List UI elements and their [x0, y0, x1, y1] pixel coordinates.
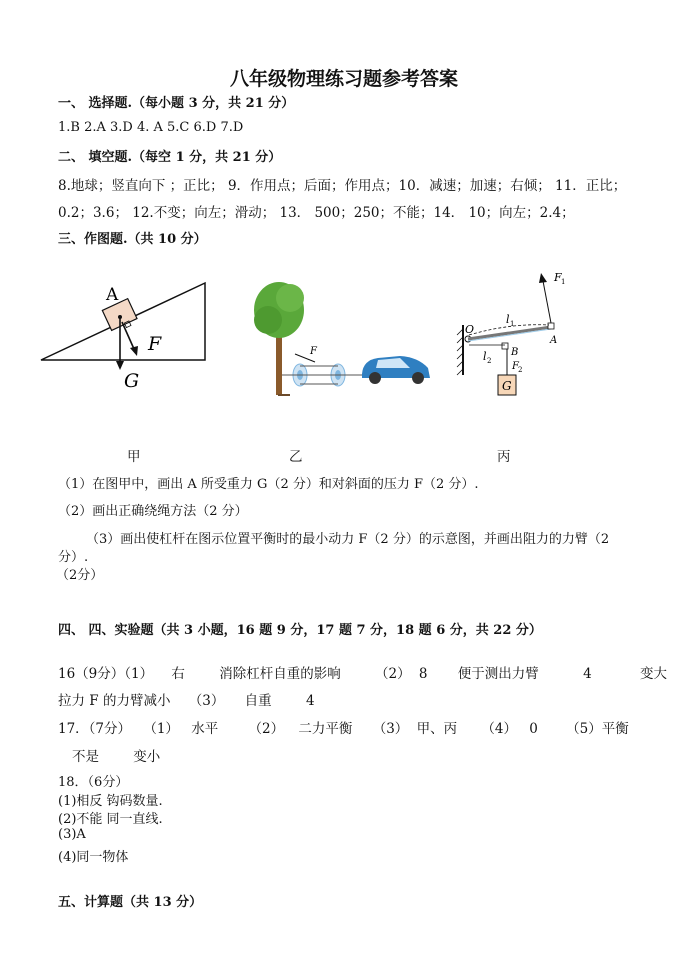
label-g: G [502, 379, 512, 393]
section-2-heading: 二、 填空题.（每空 1 分，共 21 分） [58, 150, 282, 165]
pressure-arrowhead [130, 346, 138, 356]
lever [468, 327, 551, 339]
point-a [548, 323, 554, 329]
label-f1: F [554, 271, 562, 284]
label-a: A [550, 335, 558, 346]
label-b: B [511, 347, 519, 358]
label-f2-sub: 2 [518, 366, 523, 374]
section-5-heading: 五、计算题（共 13 分） [58, 895, 203, 910]
section-3-q3: （3）画出使杠杆在图示位置平衡时的最小动力 F（2 分）的示意图，并画出阻力的力臂（2 [86, 532, 610, 547]
q18-part-3: (3)A [58, 827, 86, 842]
label-f: F [148, 333, 162, 355]
caption-yi: 乙 [289, 449, 303, 465]
section-2-line-1: 8.地球；竖直向下 ；正比； 9．作用点；后面；作用点；10．减速；加速；右倾； 11．正比； [58, 178, 627, 194]
q18-part-4: (4)同一物体 [58, 850, 129, 865]
section-1-answers: 1.B 2.A 3.D 4. A 5.C 6.D 7.D [58, 120, 244, 135]
q18-part-1: (1)相反 钩码数量. [58, 794, 163, 809]
car-wheel-back [412, 372, 424, 384]
page-title: 八年级物理练习题参考答案 [229, 68, 458, 90]
label-f: F [310, 346, 317, 357]
label-l1: l [506, 313, 510, 326]
section-3-q2: （2）画出正确绕绳方法（2 分） [58, 504, 248, 519]
caption-bing: 丙 [497, 449, 511, 465]
section-3-q1: （1）在图甲中，画出 A 所受重力 G（2 分）和对斜面的压力 F（2 分）. [58, 477, 479, 492]
section-3-q3-score: （2分） [56, 568, 104, 583]
q18-part-2: (2)不能 同一直线. [58, 812, 163, 827]
label-a: A [106, 285, 119, 305]
pressure-arrow [122, 322, 134, 349]
label-o: O [465, 323, 475, 336]
q18-heading: 18．（6分） [58, 775, 129, 790]
section-3-heading: 三、作图题.（共 10 分） [58, 232, 207, 247]
car-wheel-front [369, 372, 381, 384]
label-f2: F [512, 361, 519, 372]
q16-line-2: 拉力 F 的力臂减小 （3） 自重 4 [58, 693, 315, 709]
figure-bing-lever [455, 265, 585, 400]
force-f1 [543, 281, 551, 323]
label-l2-sub: 2 [487, 357, 492, 365]
point-b [502, 343, 508, 349]
gravity-arrowhead [116, 361, 124, 370]
figure-jia-incline [36, 270, 216, 400]
caption-jia: 甲 [127, 449, 141, 465]
tree-trunk [276, 335, 282, 395]
label-l1-sub: 1 [510, 320, 515, 328]
label-l2: l [483, 350, 487, 363]
q16-line-1: 16（9分）（1） 右 消除杠杆自重的影响 （2） 8 便于测出力臂 4 变大 [58, 666, 667, 682]
label-f1-sub: 1 [561, 278, 566, 286]
label-g: G [124, 370, 140, 392]
section-4-heading: 四、 四、实验题（共 3 小题，16 题 9 分，17 题 7 分，18 题 6 分，共 22 分） [58, 623, 542, 638]
q17-line-1: 17．（7分） （1） 水平 （2） 二力平衡 （3） 甲、丙 （4） 0 （5）平衡 [58, 721, 629, 737]
q17-line-2: 不是 变小 [72, 749, 161, 765]
section-2-line-2: 0.2；3.6； 12.不变；向左；滑动； 13． 500；250；不能；14． 10；向左；2.4； [58, 205, 575, 221]
figure-yi-pulley [250, 270, 435, 400]
section-1-heading: 一、 选择题.（每小题 3 分，共 21 分） [58, 96, 295, 111]
section-3-q3-cont: 分）. [58, 550, 89, 565]
